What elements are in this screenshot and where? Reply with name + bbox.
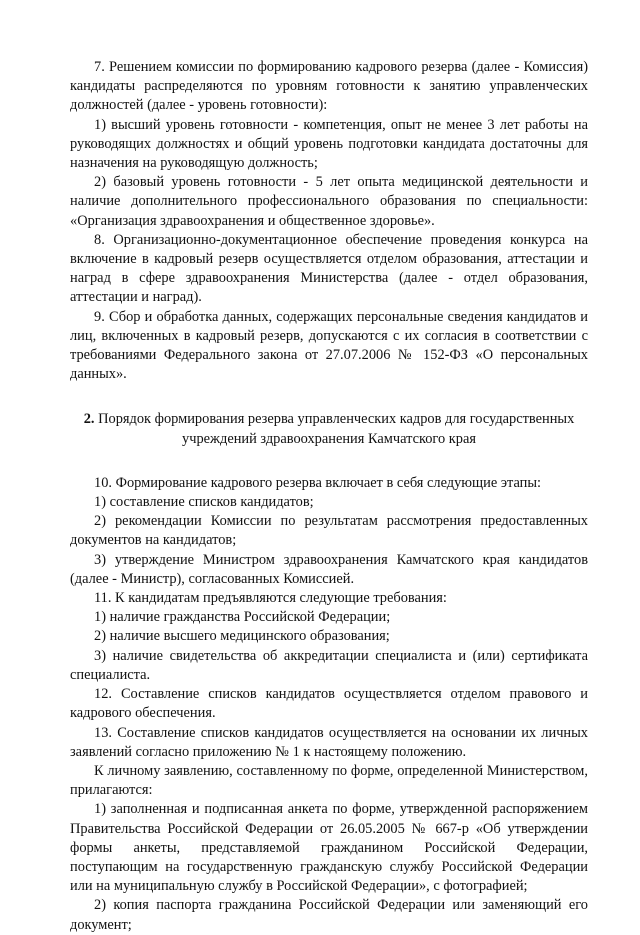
paragraph-11-item-2: 2) наличие высшего медицинского образования; xyxy=(94,628,390,645)
paragraph-8: 8. Организационно-документационное обеспечение проведения конкурса на включение в кадровый резерв осуществляется отделом образования, аттестации и наград в сфере здравоохранения Министерства (далее - отдел образования, аттестации и наград). xyxy=(70,231,588,306)
paragraph-10-item-1: 1) составление списков кандидатов; xyxy=(94,494,314,511)
section-number: 2. xyxy=(83,411,95,428)
paragraph-11: 11. К кандидатам предъявляются следующие требования: xyxy=(94,590,447,607)
section-title-part-2: учреждений здравоохранения Камчатского края xyxy=(182,430,476,447)
paragraph-11-item-1: 1) наличие гражданства Российской Федерации; xyxy=(94,609,391,626)
section-title-part-1: Порядок формирования резерва управленческих кадров для государственных xyxy=(94,411,575,428)
paragraph-10-item-2: 2) рекомендации Комиссии по результатам рассмотрения предоставленных документов на кандидатов; xyxy=(70,513,588,549)
paragraph-10: 10. Формирование кадрового резерва включает в себя следующие этапы: xyxy=(94,474,542,491)
paragraph-7: 7. Решением комиссии по формированию кадрового резерва (далее - Комиссия) кандидаты распределяются по уровням готовности к занятию управленческих должностей (далее - уровень готовности): xyxy=(70,59,588,114)
paragraph-13: 13. Составление списков кандидатов осуществляется на основании их личных заявлений согласно приложению № 1 к настоящему положению. xyxy=(70,724,588,760)
paragraph-13-item-1: 1) заполненная и подписанная анкета по форме, утвержденной распоряжением Правительства Российской Федерации от 26.05.2005 № 667-р «Об утверждении формы анкеты, представляемой гражданином Российской Федерации, поступающим на государственную гражданскую службу Российской Федерации или на муниципальную службу в Российской Федерации», с фотографией; xyxy=(70,801,588,895)
paragraph-9: 9. Сбор и обработка данных, содержащих персональные сведения кандидатов и лиц, включенных в кадровый резерв, допускаются с их согласия в соответствии с требованиями Федерального закона от 27.07.2006 № 152-ФЗ «О персональных данных». xyxy=(70,308,588,383)
section-heading-line-1 xyxy=(70,410,588,429)
paragraph-13-attachments: К личному заявлению, составленному по форме, определенной Министерством, прилагаются: xyxy=(70,762,588,799)
paragraph-11-item-3: 3) наличие свидетельства об аккредитации специалиста и (или) сертификата специалиста. xyxy=(70,647,588,683)
paragraph-13-item-2: 2) копия паспорта гражданина Российской Федерации или заменяющий его документ; xyxy=(70,897,588,933)
paragraph-10-item-3: 3) утверждение Министром здравоохранения Камчатского края кандидатов (далее - Министр), согласованных Комиссией. xyxy=(70,551,588,587)
paragraph-7-item-2: 2) базовый уровень готовности - 5 лет опыта медицинской деятельности и наличие дополнительного профессионального образования по специальности: «Организация здравоохранения и общественное здоровье». xyxy=(70,174,588,229)
paragraph-7-item-1: 1) высший уровень готовности - компетенция, опыт не менее 3 лет работы на руководящих должностях и общий уровень подготовки кандидата достаточны для назначения на руководящую должность; xyxy=(70,116,588,172)
section-heading xyxy=(70,410,588,448)
paragraph-12: 12. Составление списков кандидатов осуществляется отделом правового и кадрового обеспечения. xyxy=(70,686,588,722)
